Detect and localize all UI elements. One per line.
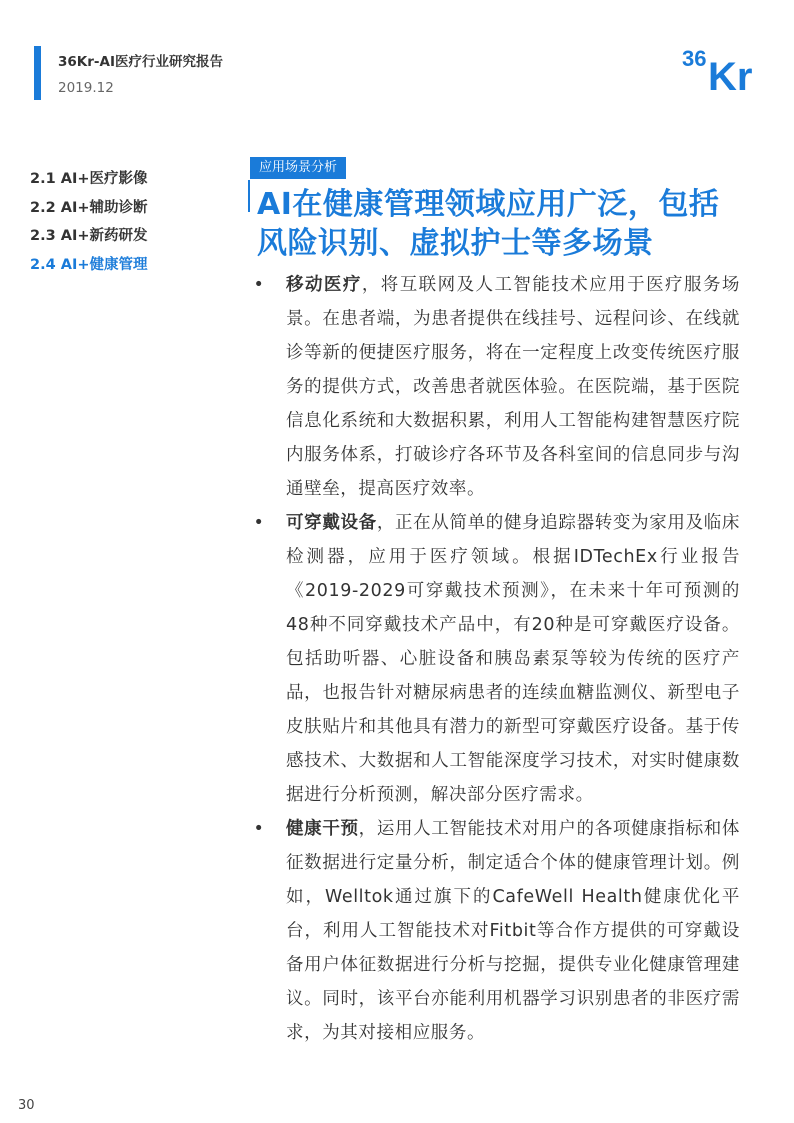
bullet-marker: • [253,513,265,533]
bullet-text: ，正在从简单的健身追踪器转变为家用及临床检测器，应用于医疗领域。根据IDTechEx行业报告《2019-2029可穿戴技术预测》，在未来十年可预测的48种不同穿戴技术产品中，有20种是可穿戴医疗设备。包括助听器、心脏设备和胰岛素泵等较为传统的医疗产品，也报告针对糖尿病患者的连续血糖监测仪、新型电子皮肤贴片和其他具有潜力的新型可穿戴医疗设备。基于传感技术、大数据和人工智能深度学习技术，对实时健康数据进行分析预测，解决部分医疗需求。 [286,513,740,805]
logo-text-36: 36 [682,46,707,71]
report-date: 2019.12 [58,80,114,96]
toc-item-imaging[interactable]: 2.1 AI+医疗影像 [30,171,148,187]
logo-text-kr: Kr [708,55,753,96]
bullet-marker: • [253,275,265,295]
page-title: AI在健康管理领域应用广泛，包括风险识别、虚拟护士等多场景 [257,187,720,261]
header-accent-bar [34,46,41,100]
report-title: 36Kr-AI医疗行业研究报告 [58,54,223,70]
bullet-lead: 移动医疗 [286,275,362,295]
section-tag: 应用场景分析 [250,157,346,179]
page-number: 30 [18,1098,35,1113]
toc-item-diagnosis[interactable]: 2.2 AI+辅助诊断 [30,199,148,216]
bullet-mobile-health [250,268,740,506]
bullet-text: ，将互联网及人工智能技术应用于医疗服务场景。在患者端，为患者提供在线挂号、远程问诊、在线就诊等新的便捷医疗服务，将在一定程度上改变传统医疗服务的提供方式，改善患者就医体验。在医院端，基于医院信息化系统和大数据积累，利用人工智能构建智慧医疗院内服务体系，打破诊疗各环节及各科室间的信息同步与沟通壁垒，提高医疗效率。 [286,275,740,499]
bullet-lead: 健康干预 [286,819,359,839]
36kr-logo-icon [682,40,762,96]
toc-item-drug-discovery[interactable]: 2.3 AI+新药研发 [30,228,148,244]
bullet-wearables [250,506,740,812]
title-accent-rule [248,180,250,212]
bullet-health-intervention [250,812,740,1050]
table-of-contents [30,165,210,279]
bullet-list [250,268,740,1050]
toc-item-health-management[interactable]: 2.4 AI+健康管理 [30,256,148,273]
bullet-lead: 可穿戴设备 [286,513,377,533]
bullet-text: ，运用人工智能技术对用户的各项健康指标和体征数据进行定量分析，制定适合个体的健康管理计划。例如，Welltok通过旗下的CafeWell Health健康优化平台，利用人工智能技术对Fitbit等合作方提供的可穿戴设备用户体征数据进行分析与挖掘，提供专业化健康管理建议。同时，该平台亦能利用机器学习识别患者的非医疗需求，为其对接相应服务。 [286,819,740,1043]
bullet-marker: • [253,819,265,839]
